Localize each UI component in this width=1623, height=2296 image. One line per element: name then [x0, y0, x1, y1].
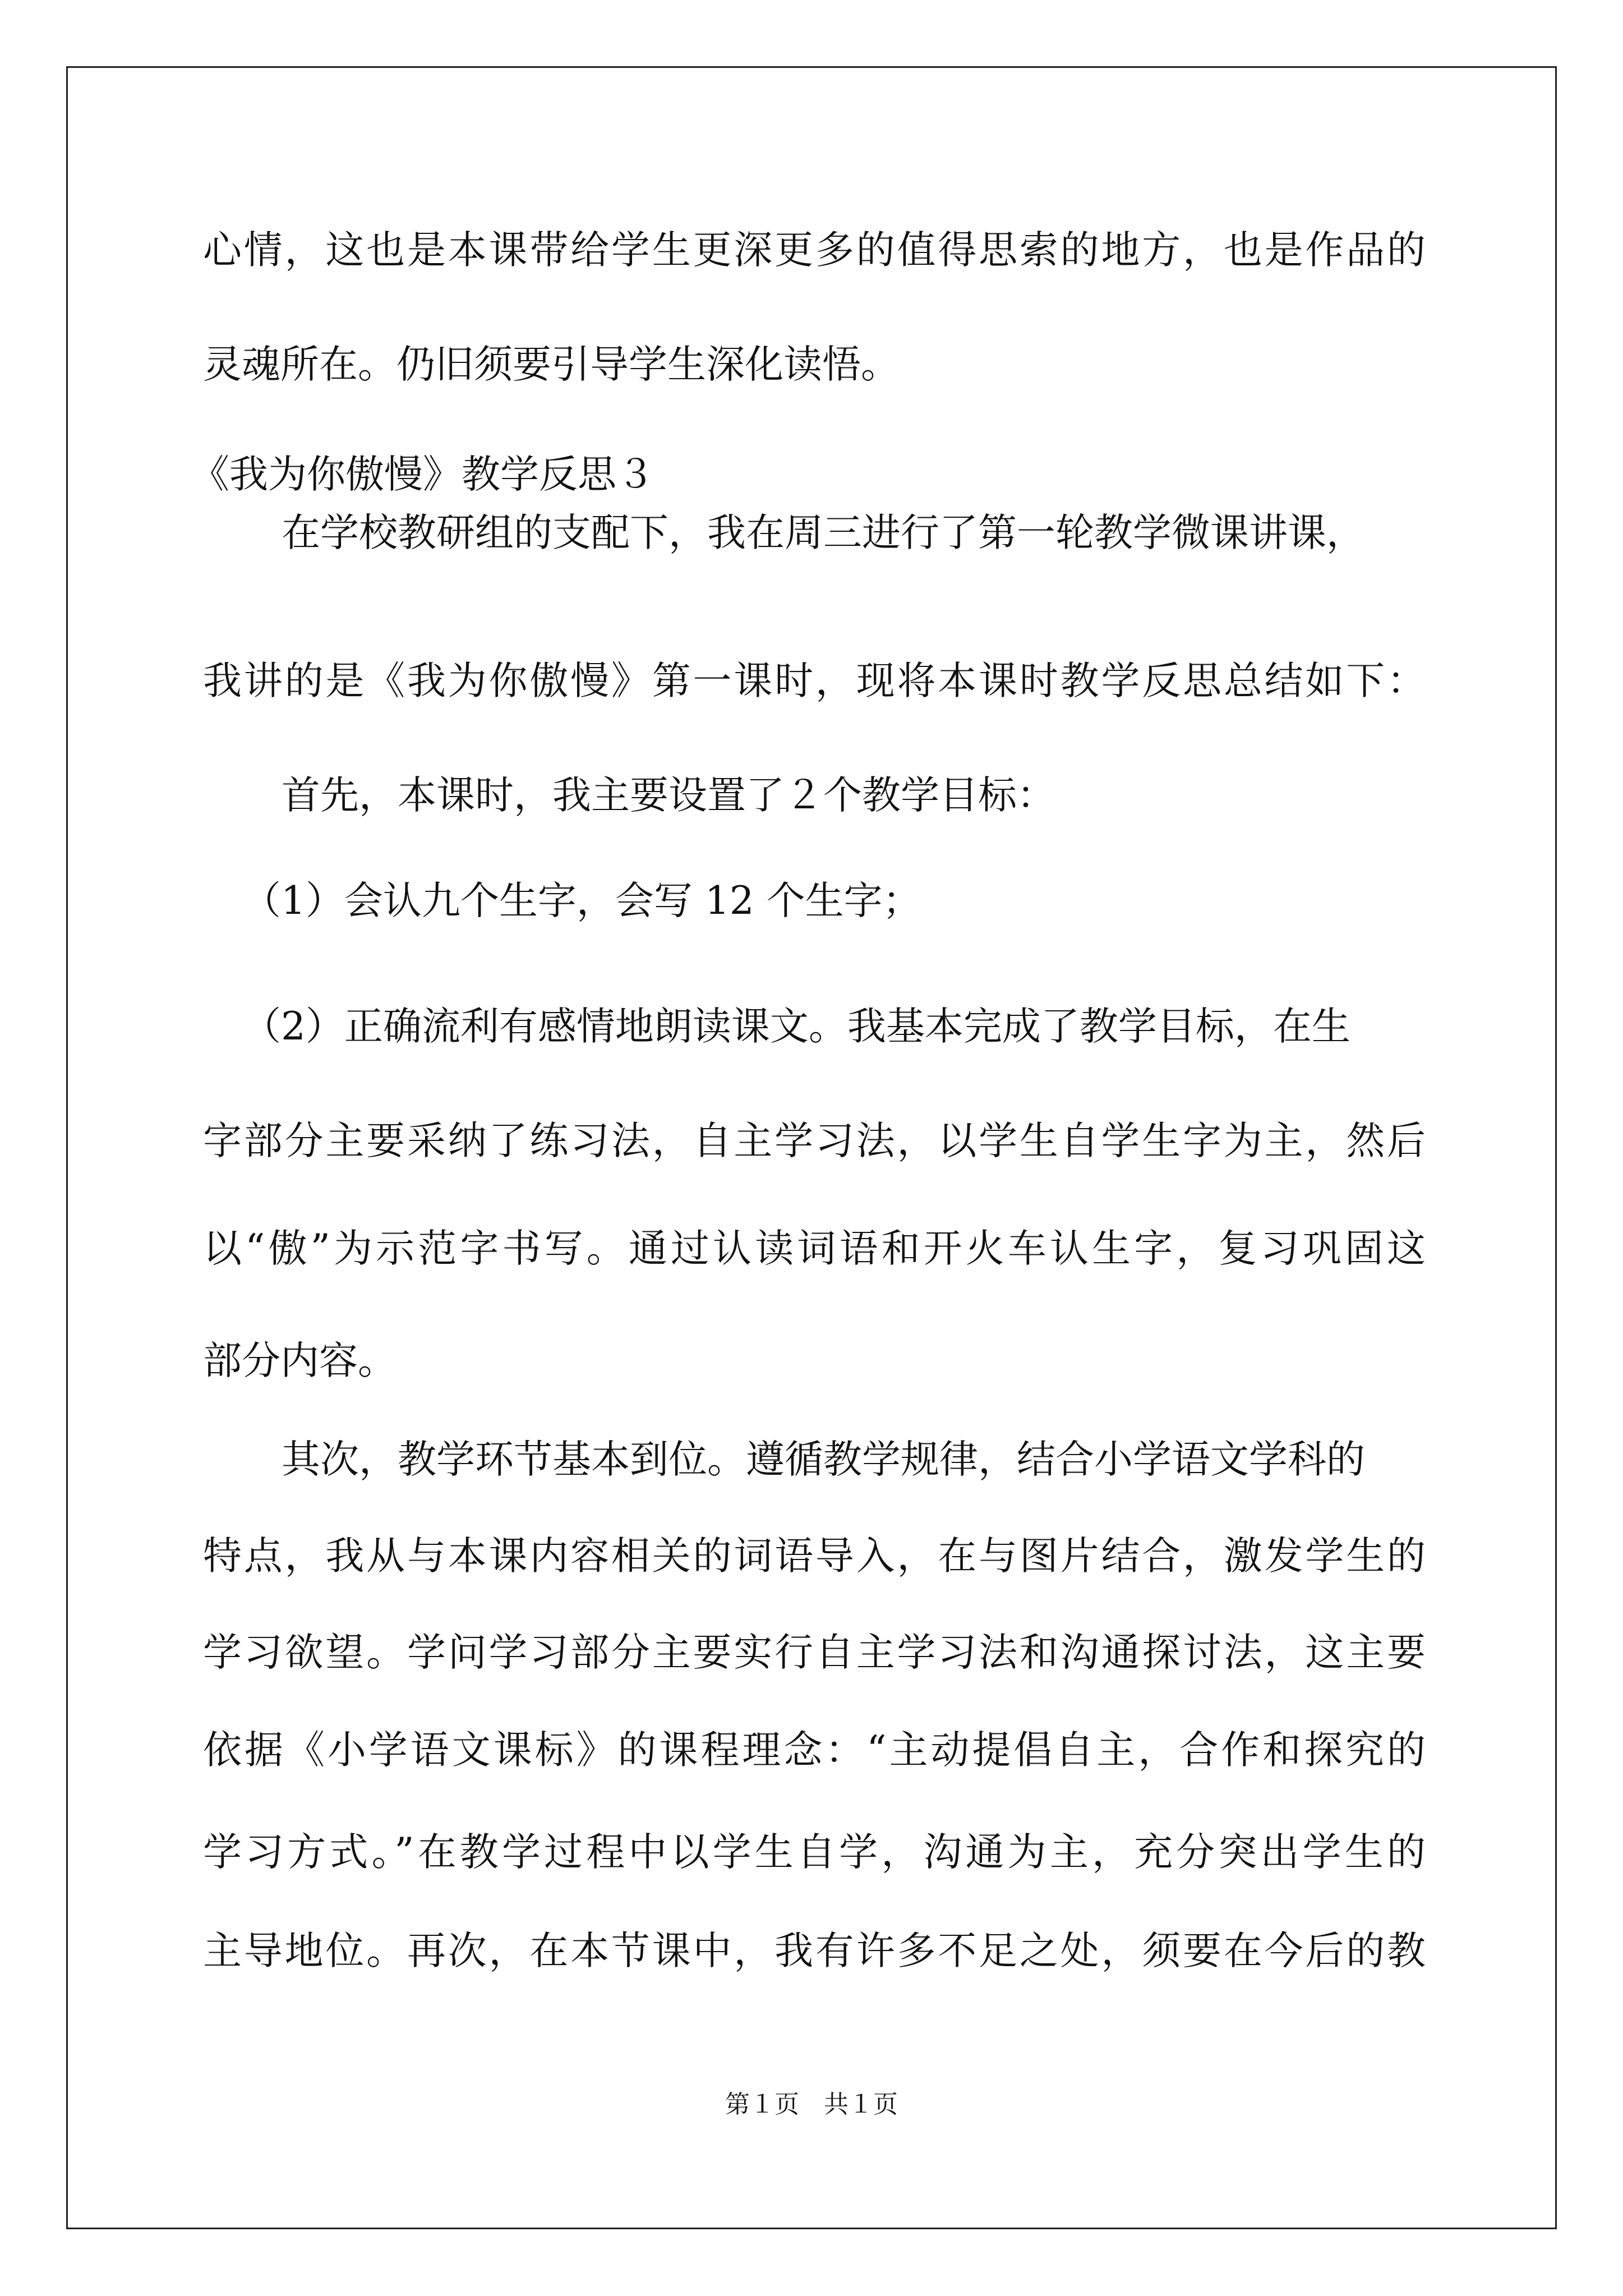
- body-text-line: 特点，我从与本课内容相关的词语导入，在与图片结合，激发学生的: [203, 1534, 1426, 1579]
- page-number: 第１页 共１页: [725, 2090, 898, 2119]
- body-text-line: 心情，这也是本课带给学生更深更多的值得思索的地方，也是作品的: [203, 228, 1426, 273]
- body-text-line: 我讲的是《我为你傲慢》第一课时，现将本课时教学反思总结如下：: [203, 659, 1426, 703]
- body-text-line: 依据《小学语文课标》的课程理念：“主动提倡自主，合作和探究的: [203, 1728, 1426, 1773]
- body-text-line: 在学校教研组的支配下，我在周三进行了第一轮教学微课讲课，: [282, 510, 1365, 555]
- body-text-line: 首先，本课时，我主要设置了２个教学目标：: [282, 773, 1055, 818]
- body-text-line: 学习欲望。学问学习部分主要实行自主学习法和沟通探讨法，这主要: [203, 1630, 1426, 1675]
- list-item: （1）会认九个生字，会写 12 个生字；: [242, 878, 921, 923]
- body-text-line: 以“傲”为示范字书写。通过认读词语和开火车认生字，复习巩固这: [203, 1226, 1426, 1271]
- body-text-line: 其次，教学环节基本到位。遵循教学规律，结合小学语文学科的: [282, 1437, 1365, 1482]
- body-text-line: 灵魂所在。仍旧须要引导学生深化读悟。: [203, 342, 900, 387]
- body-text-line: 字部分主要采纳了练习法，自主学习法，以学生自学生字为主，然后: [203, 1119, 1426, 1163]
- section-heading: 《我为你傲慢》教学反思３: [191, 452, 655, 497]
- body-text-line: 主导地位。再次，在本节课中，我有许多不足之处，须要在今后的教: [203, 1929, 1426, 1973]
- list-item: （2）正确流利有感情地朗读课文。我基本完成了教学目标，在生: [242, 1004, 1350, 1049]
- body-text-line: 部分内容。: [203, 1338, 396, 1383]
- body-text-line: 学习方式。”在教学过程中以学生自学，沟通为主，充分突出学生的: [203, 1830, 1426, 1875]
